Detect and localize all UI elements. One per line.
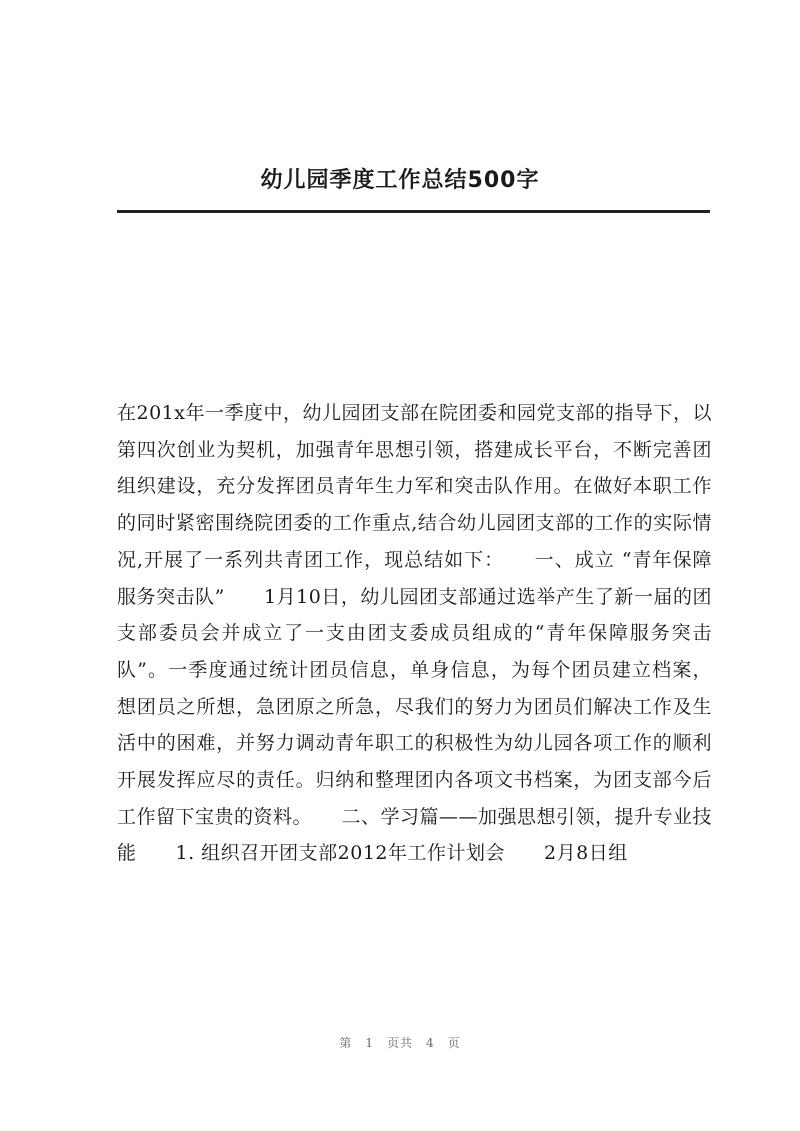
title-underline <box>117 210 710 213</box>
document-title: 幼儿园季度工作总结500字 <box>260 168 540 193</box>
document-body: 在201x年一季度中，幼儿园团支部在院团委和园党支部的指导下，以第四次创业为契机，加强青年思想引领，搭建成长平台，不断完善团组织建设，充分发挥团员青年生力军和突击队作用。在做好本职工作的同时紧密围绕院团委的工作重点,结合幼儿园团支部的工作的实际情况,开展了一系列共青团工作，现总结如下： 一、成立 “青年保障服务突击队” 1月10日，幼儿园团支部通过选举产生了新一届的团支部委员会并成立了一支由团支委成员组成的“青年保障服务突击队”。一季度通过统计团员信息，单身信息，为每个团员建立档案，想团员之所想，急团原之所急，尽我们的努力为团员们解决工作及生活中的困难，并努力调动青年职工的积极性为幼儿园各项工作的顺利开展发挥应尽的责任。归纳和整理团内各项文书档案，为团支部今后工作留下宝贵的资料。 二、学习篇——加强思想引领，提升专业技能 1. 组织召开团支部2012年工作计划会 2月8日组 <box>117 402 713 865</box>
page-number-footer: 第 1 页共 4 页 <box>339 1036 461 1050</box>
